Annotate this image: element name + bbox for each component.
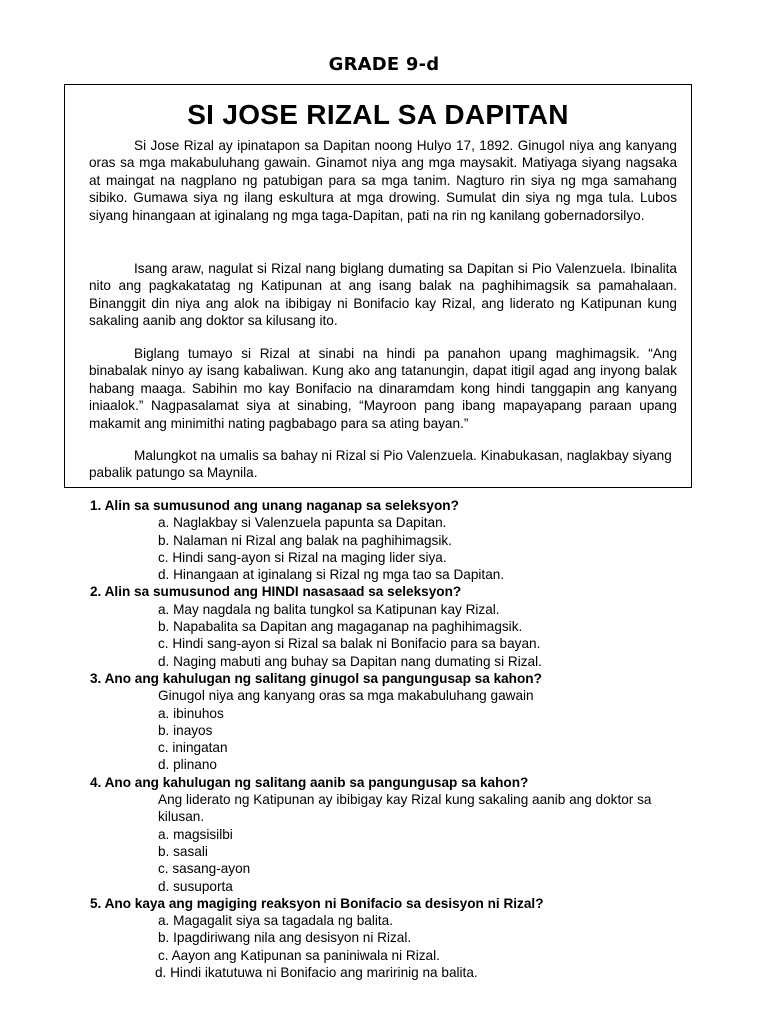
answer-option[interactable]: b. Nalaman ni Rizal ang balak na paghihimagsik. [158,532,452,548]
question-item [90,774,710,895]
answer-option[interactable]: d. Naging mabuti ang buhay sa Dapitan nang dumating si Rizal. [158,653,542,669]
question-item [90,670,710,774]
answer-option[interactable]: a. May nagdala ng balita tungkol sa Katipunan kay Rizal. [158,601,500,617]
question-text: 2. Alin sa sumusunod ang HINDI nasasaad sa seleksyon? [90,584,462,600]
passage-paragraph: Biglang tumayo si Rizal at sinabi na hindi pa panahon upang maghimagsik. “Ang binabalak ninyo ay isang kabaliwan. Kung ako ang tatanungin, dapat itigil agad ang inyong balak habang maaga. Sabihin mo kay Bonifacio na dinaramdam kong hindi tanggapin ang kanyang iniaalok.” Nagpasalamat siya at sinabing, “Mayroon pang ibang mapayapang paraan upang makamit ang minimithi nating pagbabago para sa ating bayan.” [89,346,677,431]
answer-option[interactable]: d. plinano [158,757,217,773]
passage-paragraph: Isang araw, nagulat si Rizal nang biglang dumating sa Dapitan si Pio Valenzuela. Ibinalita nito ang pagkakatatag ng Katipunan at ang isang balak na paghihimagsik sa pamahalaan. Binanggit din niya ang alok na ibibigay ni Bonifacio kay Rizal, ang liderato ng Katipunan kung sakaling aanib ang doktor sa kilusang ito. [89,261,677,329]
question-stem: Ang liderato ng Katipunan ay ibibigay kay Rizal kung sakaling aanib ang doktor sa kilusan. [158,792,652,825]
answer-option[interactable]: b. Napabalita sa Dapitan ang magaganap na paghihimagsik. [158,619,523,635]
answer-option[interactable]: a. ibinuhos [158,705,224,721]
answer-option[interactable]: c. iningatan [158,740,228,756]
answer-option[interactable]: b. inayos [158,722,213,738]
question-text: 3. Ano ang kahulugan ng salitang ginugol sa pangungusap sa kahon? [90,670,542,686]
answer-option[interactable]: d. Hinangaan at iginalang si Rizal ng mga tao sa Dapitan. [158,567,505,583]
answer-option[interactable]: c. Aayon ang Katipunan sa paniniwala ni Rizal. [158,947,440,963]
question-item [90,497,710,583]
answer-option[interactable]: a. Naglakbay si Valenzuela papunta sa Dapitan. [158,515,447,531]
question-list [90,497,710,981]
answer-option[interactable]: d. Hindi ikatutuwa ni Bonifacio ang maririnig na balita. [155,965,478,981]
answer-option[interactable]: c. sasang-ayon [158,861,251,877]
answer-option[interactable]: a. magsisilbi [158,826,233,842]
question-text: 1. Alin sa sumusunod ang unang naganap sa seleksyon? [90,498,459,513]
passage-box [64,84,692,488]
question-text: 4. Ano ang kahulugan ng salitang aanib sa pangungusap sa kahon? [90,774,529,790]
question-stem: Ginugol niya ang kanyang oras sa mga makabuluhang gawain [158,688,534,704]
question-text: 5. Ano kaya ang magiging reaksyon ni Bonifacio sa desisyon ni Rizal? [90,895,544,911]
answer-option[interactable]: a. Magagalit siya sa tagadala ng balita. [158,913,394,929]
passage-paragraph: Si Jose Rizal ay ipinatapon sa Dapitan noong Hulyo 17, 1892. Ginugol niya ang kanyang oras sa mga makabuluhang gawain. Ginamot niya ang mga maysakit. Matiyaga siyang nagsaka at maingat na nagplano ng patubigan para sa mga tanim. Nagturo rin siya ng mga samahang sibiko. Gumawa siya ng ilang eskultura at mga drowing. Sumulat din siya ng mga tula. Lubos siyang hinangaan at iginalang ng mga taga-Dapitan, pati na rin ng kanilang gobernadorsilyo. [89,138,677,223]
answer-option[interactable]: d. susuporta [158,878,233,894]
passage-title: SI JOSE RIZAL SA DAPITAN [187,99,569,130]
answer-option[interactable]: b. Ipagdiriwang nila ang desisyon ni Rizal. [158,930,412,946]
question-item [90,583,710,669]
grade-heading: GRADE 9-d [328,54,440,75]
answer-option[interactable]: b. sasali [158,843,208,859]
answer-option[interactable]: c. Hindi sang-ayon si Rizal na maging lider siya. [158,549,447,565]
answer-option[interactable]: c. Hindi sang-ayon si Rizal sa balak ni Bonifacio para sa bayan. [158,636,541,652]
question-item [90,895,710,981]
passage-paragraph: Malungkot na umalis sa bahay ni Rizal si Pio Valenzuela. Kinabukasan, naglakbay siyang pabalik patungo sa Maynila. [89,448,672,481]
